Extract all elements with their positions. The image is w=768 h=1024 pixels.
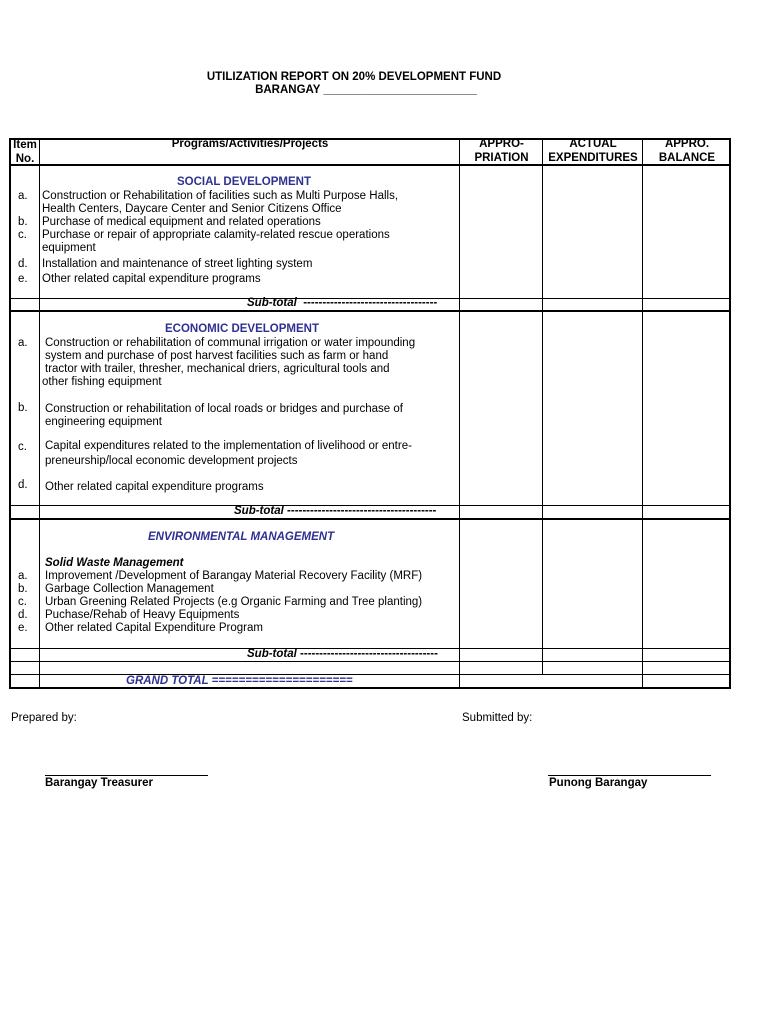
prepared-by-label: Prepared by:: [11, 712, 77, 724]
economic-item-letter: d.: [18, 479, 28, 491]
economic-item-letter: b.: [18, 402, 28, 414]
barangay-line: BARANGAY ________________________: [255, 84, 477, 96]
economic-item-text: preneurship/local economic development projects: [45, 455, 298, 467]
social-item-letter: a.: [18, 190, 28, 202]
economic-item-text: Construction or rehabilitation of communal irrigation or water impounding: [45, 337, 416, 349]
social-item-text: Health Centers, Daycare Center and Senior Citizens Office: [42, 203, 342, 215]
header-actual-expenditures: ACTUAL EXPENDITURES: [548, 138, 638, 164]
economic-item-letter: a.: [18, 337, 28, 349]
punong-barangay-label: Punong Barangay: [549, 777, 648, 789]
economic-item-text: other fishing equipment: [42, 376, 162, 388]
environmental-item-text: Garbage Collection Management: [45, 583, 214, 595]
social-item-text: Purchase or repair of appropriate calamity-related rescue operations: [42, 229, 390, 241]
social-item-letter: c.: [18, 229, 27, 241]
submitted-by-label: Submitted by:: [462, 712, 533, 724]
environmental-item-letter: e.: [18, 622, 28, 634]
social-item-text: Installation and maintenance of street lighting system: [42, 258, 313, 270]
report-title: UTILIZATION REPORT ON 20% DEVELOPMENT FUND: [206, 71, 502, 83]
environmental-subtotal: Sub-total ------------------------------------: [247, 648, 438, 660]
environmental-item-letter: b.: [18, 583, 28, 595]
header-appro-balance: APPRO. BALANCE: [658, 138, 716, 164]
header-programs: Programs/Activities/Projects: [171, 138, 329, 150]
economic-subtotal: Sub-total ---------------------------------------: [234, 505, 437, 517]
social-item-letter: d.: [18, 258, 28, 270]
social-item-letter: e.: [18, 273, 28, 285]
header-item-no: Item No.: [13, 139, 37, 165]
economic-item-text: Capital expenditures related to the implementation of livelihood or entre-: [45, 440, 412, 452]
social-heading: SOCIAL DEVELOPMENT: [177, 176, 311, 188]
social-item-text: equipment: [42, 242, 96, 254]
treasurer-signature-line: [45, 775, 208, 776]
environmental-subheading: Solid Waste Management: [45, 557, 184, 569]
economic-item-text: engineering equipment: [45, 416, 163, 428]
economic-item-text: Construction or rehabilitation of local roads or bridges and purchase of: [45, 403, 403, 415]
treasurer-label: Barangay Treasurer: [45, 777, 154, 789]
social-item-text: Other related capital expenditure programs: [42, 273, 261, 285]
environmental-item-text: Improvement /Development of Barangay Material Recovery Facility (MRF): [45, 570, 423, 582]
punong-signature-line: [548, 775, 711, 776]
grand-total: GRAND TOTAL =====================: [126, 675, 353, 687]
environmental-item-text: Urban Greening Related Projects (e.g Organic Farming and Tree planting): [45, 596, 423, 608]
environmental-heading: ENVIRONMENTAL MANAGEMENT: [148, 531, 335, 543]
economic-item-text: Other related capital expenditure programs: [45, 481, 264, 493]
economic-item-text: system and purchase of post harvest facilities such as farm or hand: [45, 350, 389, 362]
environmental-item-letter: a.: [18, 570, 28, 582]
header-appropriation: APPRO- PRIATION: [474, 138, 529, 164]
environmental-item-letter: c.: [18, 596, 27, 608]
economic-item-text: tractor with trailer, thresher, mechanical driers, agricultural tools and: [45, 363, 390, 375]
economic-heading: ECONOMIC DEVELOPMENT: [165, 323, 319, 335]
social-subtotal: Sub-total -----------------------------------: [247, 297, 438, 309]
social-item-text: Purchase of medical equipment and related operations: [42, 216, 321, 228]
environmental-item-letter: d.: [18, 609, 28, 621]
social-item-text: Construction or Rehabilitation of facilities such as Multi Purpose Halls,: [42, 190, 399, 202]
economic-item-letter: c.: [18, 441, 27, 453]
environmental-item-text: Puchase/Rehab of Heavy Equipments: [45, 609, 240, 621]
environmental-item-text: Other related Capital Expenditure Program: [45, 622, 263, 634]
social-item-letter: b.: [18, 216, 28, 228]
